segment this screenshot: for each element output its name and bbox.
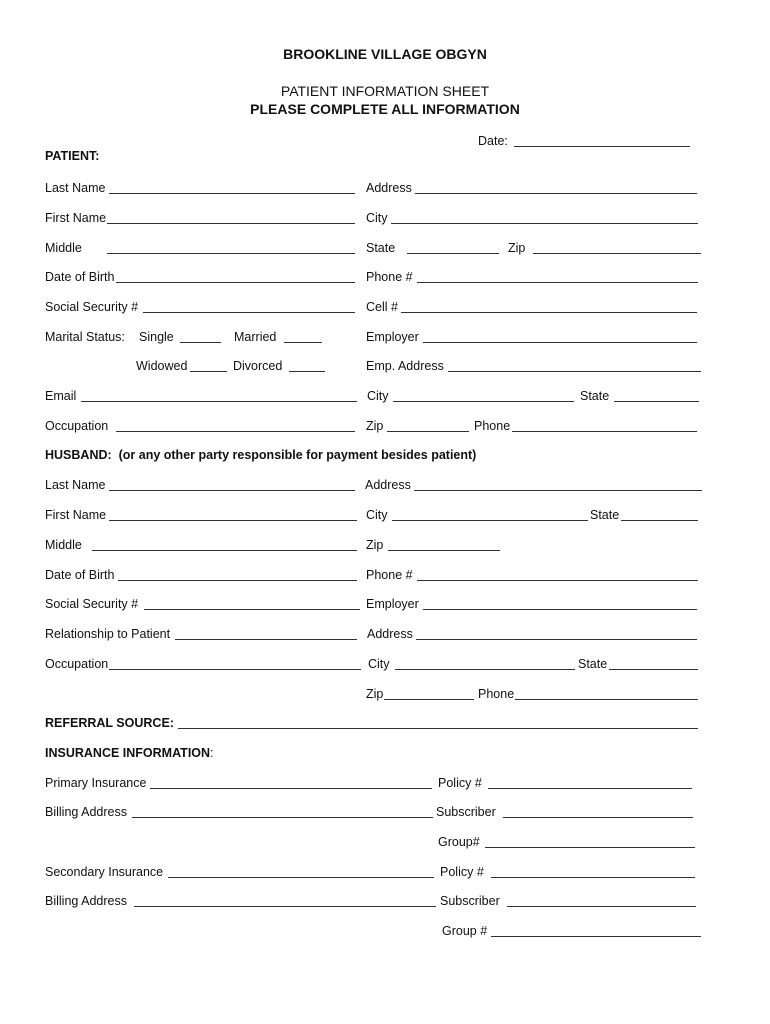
patient-dob-field[interactable] <box>116 282 355 283</box>
patient-address-field[interactable] <box>415 193 697 194</box>
marital-married-field[interactable] <box>284 342 322 343</box>
husband-occupation-field[interactable] <box>109 669 361 670</box>
secondary-billing-address-label: Billing Address <box>45 894 127 908</box>
marital-single-field[interactable] <box>180 342 221 343</box>
patient-section-label: PATIENT: <box>45 149 100 163</box>
marital-widowed-label: Widowed <box>136 359 188 373</box>
husband-address-label: Address <box>365 478 411 492</box>
form-title: PATIENT INFORMATION SHEET <box>280 83 490 99</box>
date-field[interactable] <box>514 146 690 147</box>
patient-cell-label: Cell # <box>366 300 398 314</box>
patient-employer-label: Employer <box>366 330 419 344</box>
primary-group-label: Group# <box>438 835 480 849</box>
form-instruction: PLEASE COMPLETE ALL INFORMATION <box>250 101 520 117</box>
husband-phone-field[interactable] <box>417 580 698 581</box>
husband-last-name-label: Last Name <box>45 478 106 492</box>
husband-employer-field[interactable] <box>423 609 697 610</box>
secondary-group-field[interactable] <box>491 936 701 937</box>
husband-emp-state-label: State <box>578 657 608 671</box>
husband-last-name-field[interactable] <box>109 490 355 491</box>
marital-single-label: Single <box>139 330 174 344</box>
patient-email-field[interactable] <box>81 401 357 402</box>
husband-emp-city-field[interactable] <box>395 669 575 670</box>
husband-address-field[interactable] <box>414 490 702 491</box>
husband-zip-label: Zip <box>366 538 384 552</box>
patient-ssn-label: Social Security # <box>45 300 139 314</box>
primary-billing-address-field[interactable] <box>132 817 433 818</box>
husband-emp-zip-label: Zip <box>366 687 384 701</box>
patient-middle-field[interactable] <box>107 253 355 254</box>
referral-source-field[interactable] <box>178 728 698 729</box>
husband-middle-label: Middle <box>45 538 82 552</box>
primary-policy-field[interactable] <box>488 788 692 789</box>
patient-employer-field[interactable] <box>423 342 697 343</box>
secondary-insurance-label: Secondary Insurance <box>45 865 164 879</box>
husband-ssn-label: Social Security # <box>45 597 139 611</box>
patient-last-name-field[interactable] <box>109 193 355 194</box>
patient-phone-label: Phone # <box>366 270 413 284</box>
patient-ssn-field[interactable] <box>143 312 355 313</box>
patient-first-name-field[interactable] <box>107 223 355 224</box>
patient-cell-field[interactable] <box>401 312 697 313</box>
husband-relationship-label: Relationship to Patient <box>45 627 171 641</box>
patient-emp-city-field[interactable] <box>393 401 574 402</box>
secondary-subscriber-label: Subscriber <box>440 894 500 908</box>
referral-source-label: REFERRAL SOURCE: <box>45 716 174 730</box>
patient-emp-address-field[interactable] <box>448 371 701 372</box>
insurance-section-colon: : <box>210 746 214 760</box>
primary-subscriber-label: Subscriber <box>436 805 496 819</box>
patient-state-field[interactable] <box>407 253 499 254</box>
husband-first-name-label: First Name <box>45 508 107 522</box>
marital-status-label: Marital Status: <box>45 330 125 344</box>
husband-employer-label: Employer <box>366 597 419 611</box>
patient-city-field[interactable] <box>391 223 698 224</box>
marital-divorced-label: Divorced <box>233 359 283 373</box>
secondary-insurance-field[interactable] <box>168 877 434 878</box>
patient-dob-label: Date of Birth <box>45 270 115 284</box>
primary-subscriber-field[interactable] <box>503 817 693 818</box>
patient-emp-city-label: City <box>367 389 389 403</box>
patient-emp-phone-field[interactable] <box>512 431 697 432</box>
primary-policy-label: Policy # <box>438 776 482 790</box>
husband-city-label: City <box>366 508 388 522</box>
husband-emp-city-label: City <box>368 657 390 671</box>
primary-billing-address-label: Billing Address <box>45 805 127 819</box>
husband-emp-phone-label: Phone <box>478 687 515 701</box>
patient-address-label: Address <box>366 181 412 195</box>
husband-emp-address-label: Address <box>367 627 413 641</box>
husband-occupation-label: Occupation <box>45 657 109 671</box>
patient-middle-label: Middle <box>45 241 82 255</box>
husband-first-name-field[interactable] <box>109 520 357 521</box>
patient-phone-field[interactable] <box>417 282 698 283</box>
patient-occupation-field[interactable] <box>116 431 355 432</box>
husband-emp-state-field[interactable] <box>609 669 698 670</box>
husband-phone-label: Phone # <box>366 568 413 582</box>
patient-emp-state-label: State <box>580 389 610 403</box>
patient-state-label: State <box>366 241 396 255</box>
husband-emp-zip-field[interactable] <box>384 699 474 700</box>
insurance-section-label: INSURANCE INFORMATION <box>45 746 211 760</box>
secondary-policy-field[interactable] <box>491 877 695 878</box>
secondary-billing-address-field[interactable] <box>134 906 436 907</box>
husband-relationship-field[interactable] <box>175 639 357 640</box>
husband-emp-phone-field[interactable] <box>515 699 698 700</box>
marital-widowed-field[interactable] <box>190 371 227 372</box>
marital-divorced-field[interactable] <box>289 371 325 372</box>
husband-section-label: HUSBAND: (or any other party responsible for payment besides patient) <box>45 448 477 462</box>
patient-emp-address-label: Emp. Address <box>366 359 444 373</box>
insurance-section-heading <box>45 746 214 760</box>
husband-state-label: State <box>590 508 620 522</box>
patient-emp-state-field[interactable] <box>614 401 699 402</box>
husband-dob-field[interactable] <box>118 580 357 581</box>
patient-first-name-label: First Name <box>45 211 107 225</box>
secondary-policy-label: Policy # <box>440 865 484 879</box>
primary-group-field[interactable] <box>485 847 695 848</box>
patient-email-label: Email <box>45 389 77 403</box>
primary-insurance-field[interactable] <box>150 788 432 789</box>
secondary-group-label: Group # <box>442 924 488 938</box>
practice-name: BROOKLINE VILLAGE OBGYN <box>283 46 487 62</box>
patient-last-name-label: Last Name <box>45 181 106 195</box>
husband-dob-label: Date of Birth <box>45 568 115 582</box>
husband-zip-field[interactable] <box>388 550 500 551</box>
patient-city-label: City <box>366 211 388 225</box>
patient-emp-zip-label: Zip <box>366 419 384 433</box>
husband-emp-address-field[interactable] <box>416 639 697 640</box>
primary-insurance-label: Primary Insurance <box>45 776 147 790</box>
date-label: Date: <box>478 134 508 148</box>
husband-ssn-field[interactable] <box>144 609 360 610</box>
husband-middle-field[interactable] <box>92 550 357 551</box>
marital-married-label: Married <box>234 330 277 344</box>
patient-emp-phone-label: Phone <box>474 419 511 433</box>
patient-occupation-label: Occupation <box>45 419 109 433</box>
patient-zip-label: Zip <box>508 241 526 255</box>
patient-zip-field[interactable] <box>533 253 701 254</box>
secondary-subscriber-field[interactable] <box>507 906 696 907</box>
patient-emp-zip-field[interactable] <box>387 431 469 432</box>
husband-city-field[interactable] <box>392 520 588 521</box>
husband-state-field[interactable] <box>621 520 698 521</box>
